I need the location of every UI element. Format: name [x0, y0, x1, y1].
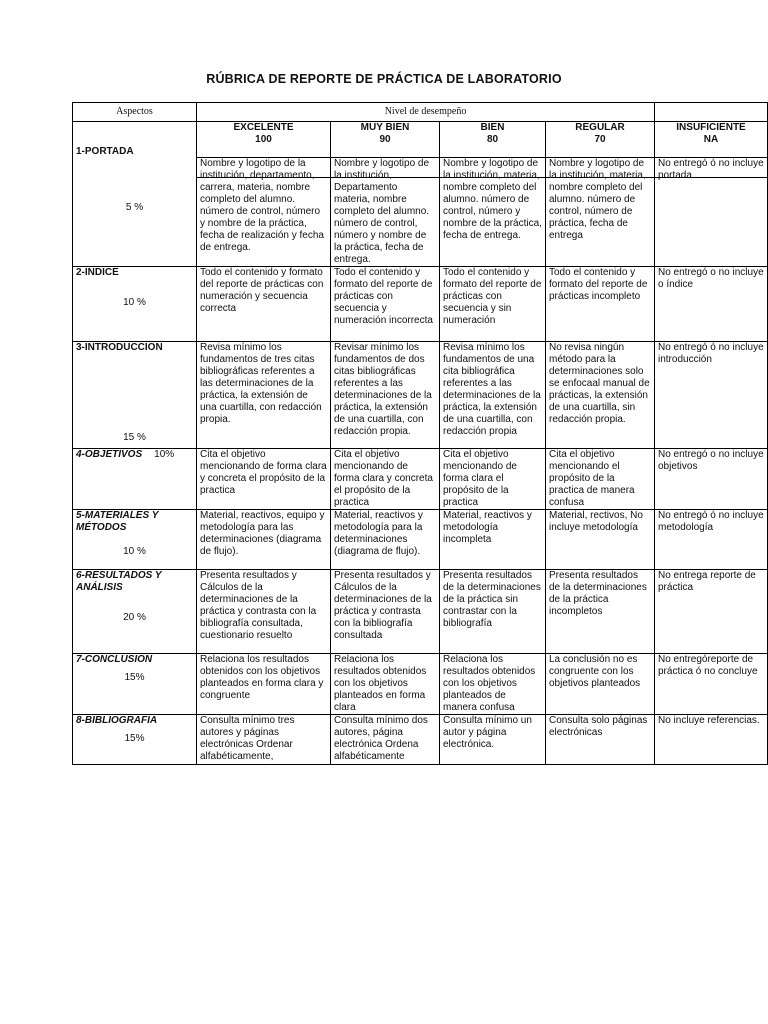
criterion-cell: No entregóreporte de práctica ó no concluye	[655, 654, 768, 715]
criterion-cell: No entregó ó no incluye portada	[655, 158, 768, 267]
criterion-cell: Relaciona los resultados obtenidos con los objetivos planteados en forma clara	[331, 654, 440, 715]
level-header-insuficiente: INSUFICIENTE NA	[655, 122, 768, 178]
aspect-percent: 15%	[124, 672, 145, 683]
criterion-cell: Revisa mínimo los fundamentos de una cita bibliográfica referentes a las determinaciones de la práctica, la extensión de una cuartilla, con redacción propia	[440, 342, 546, 449]
aspect-cell	[73, 510, 197, 570]
criterion-cell: No revisa ningún método para la determinaciones solo se enfocaal manual de prácticas, la extensión de una cuartilla, sin redacción propia.	[546, 342, 655, 449]
criterion-cell: No incluye referencias.	[655, 715, 768, 765]
criterion-cell: Cita el objetivo mencionando el propósito de la practica de manera confusa	[546, 449, 655, 510]
page-title: RÚBRICA DE REPORTE DE PRÁCTICA DE LABORATORIO	[206, 72, 562, 86]
aspect-name: 2-INDICE	[76, 267, 119, 278]
aspect-cell	[73, 715, 197, 765]
criterion-cell: Revisa mínimo los fundamentos de tres citas bibliográficas referentes a las determinaciones de la práctica, la extensión de una cuartilla, con redacción propia.	[197, 342, 331, 449]
criterion-cell: No entrega reporte de práctica	[655, 570, 768, 654]
table-row	[73, 510, 768, 570]
criterion-cell: Cita el objetivo mencionando de forma clara el propósito de la practica	[440, 449, 546, 510]
level-header-excelente: EXCELENTE 100	[197, 122, 331, 178]
criterion-cell: Nombre y logotipo de la institución, Departamento materia, nombre completo del alumno. número de control, número y nombre de la práctica, fecha de entrega.	[331, 158, 440, 267]
criterion-cell: Todo el contenido y formato del reporte de prácticas incompleto	[546, 267, 655, 342]
criterion-cell: Consulta mínimo tres autores y páginas electrónicas Ordenar alfabéticamente,	[197, 715, 331, 765]
criterion-cell: No entregó o no incluye objetivos	[655, 449, 768, 510]
aspect-cell	[73, 654, 197, 715]
rubric-body	[72, 157, 768, 765]
table-row	[73, 158, 768, 267]
criterion-cell: Relaciona los resultados obtenidos con los objetivos planteados de manera confusa	[440, 654, 546, 715]
aspect-percent: 15%	[124, 733, 145, 744]
table-row	[73, 342, 768, 449]
criterion-cell: Presenta resultados de la determinaciones de la práctica sin contrastar con la bibliografía	[440, 570, 546, 654]
criterion-cell: Todo el contenido y formato del reporte de prácticas con secuencia y numeración incorrecta	[331, 267, 440, 342]
nivel-header: Nivel de desempeño	[197, 103, 655, 122]
criterion-cell: Material, reactivos, equipo y metodología para las determinaciones (diagrama de flujo).	[197, 510, 331, 570]
aspect-percent: 10 %	[123, 297, 146, 308]
criterion-cell: Material, reactivos y metodología para la determinaciones (diagrama de flujo).	[331, 510, 440, 570]
level-header-muy-bien: MUY BIEN 90	[331, 122, 440, 178]
aspect-name: 5-MATERIALES Y MÉTODOS	[76, 510, 159, 533]
aspect-cell	[73, 267, 197, 342]
aspect-percent: 20 %	[123, 612, 146, 623]
criterion-cell: Consulta mínimo un autor y página electrónica.	[440, 715, 546, 765]
level-header-regular: REGULAR 70	[546, 122, 655, 178]
criterion-cell: Relaciona los resultados obtenidos con los objetivos planteados en forma clara y congruente	[197, 654, 331, 715]
header-row	[73, 103, 768, 122]
aspect-name: 7-CONCLUSION	[76, 654, 153, 665]
aspect-percent: 10 %	[123, 546, 146, 557]
aspect-name: 3-INTRODUCCION	[76, 342, 163, 353]
criterion-cell: Presenta resultados y Cálculos de la determinaciones de la práctica y contrasta con la bibliografía consultada, cuestionario resuelto	[197, 570, 331, 654]
criterion-cell: La conclusión no es congruente con los objetivos planteados	[546, 654, 655, 715]
aspect-name: 4-OBJETIVOS	[76, 449, 143, 460]
criterion-cell: No entregó o no incluye o índice	[655, 267, 768, 342]
criterion-cell: Material, reactivos y metodología incompleta	[440, 510, 546, 570]
criterion-cell: Presenta resultados y Cálculos de la determinaciones de la práctica y contrasta con la bibliografía consultada	[331, 570, 440, 654]
criterion-cell: Revisar mínimo los fundamentos de dos citas bibliográficas referentes a las determinaciones de la práctica, la extensión de una cuartilla, con redacción propia.	[331, 342, 440, 449]
level-header-bien: BIEN 80	[440, 122, 546, 178]
table-row	[73, 654, 768, 715]
header-empty-cell	[655, 103, 768, 122]
aspect-percent: 5 %	[125, 201, 144, 213]
aspect-percent: 15 %	[123, 432, 146, 443]
aspect-name: 1-PORTADA	[76, 146, 134, 157]
criterion-cell: No entregó ó no incluye introducción	[655, 342, 768, 449]
criterion-cell: Consulta solo páginas electrónicas	[546, 715, 655, 765]
criterion-cell: Cita el objetivo mencionando de forma clara y concreta el propósito de la practica	[331, 449, 440, 510]
table-row	[73, 715, 768, 765]
aspectos-header: Aspectos	[73, 103, 197, 122]
criterion-cell: Presenta resultados de la determinaciones de la práctica incompletos	[546, 570, 655, 654]
criterion-cell: Cita el objetivo mencionando de forma clara y concreta el propósito de la practica	[197, 449, 331, 510]
aspect-cell	[73, 449, 197, 510]
table-row	[73, 267, 768, 342]
aspect-percent: 10%	[154, 449, 175, 460]
aspect-cell	[73, 158, 197, 267]
table-row	[73, 449, 768, 510]
criterion-cell: Todo el contenido y formato del reporte de prácticas con numeración y secuencia correcta	[197, 267, 331, 342]
criterion-cell: Todo el contenido y formato del reporte de prácticas con secuencia y sin numeración	[440, 267, 546, 342]
aspect-cell	[73, 342, 197, 449]
criterion-cell: Nombre y logotipo de la institución, materia, nombre completo del alumno. número de control, número y nombre de la práctica, fecha de entrega.	[440, 158, 546, 267]
table-row	[73, 570, 768, 654]
criterion-cell: Nombre y logotipo de la institución, departamento, carrera, materia, nombre completo del alumno. número de control, número y nombre de la práctica, fecha de realización y fecha de entrega.	[197, 158, 331, 267]
criterion-cell: Consulta mínimo dos autores, página electrónica Ordena alfabéticamente	[331, 715, 440, 765]
criterion-cell: Nombre y logotipo de la institución, materia, nombre completo del alumno. número de control, número de práctica, fecha de entrega	[546, 158, 655, 267]
aspect-cell	[73, 570, 197, 654]
aspect-name: 8-BIBLIOGRAFIA	[76, 715, 158, 726]
aspect-name: 6-RESULTADOS Y ANÁLISIS	[76, 570, 162, 593]
criterion-cell: No entregó ó no incluye metodología	[655, 510, 768, 570]
criterion-cell: Material, rectivos, No incluye metodología	[546, 510, 655, 570]
